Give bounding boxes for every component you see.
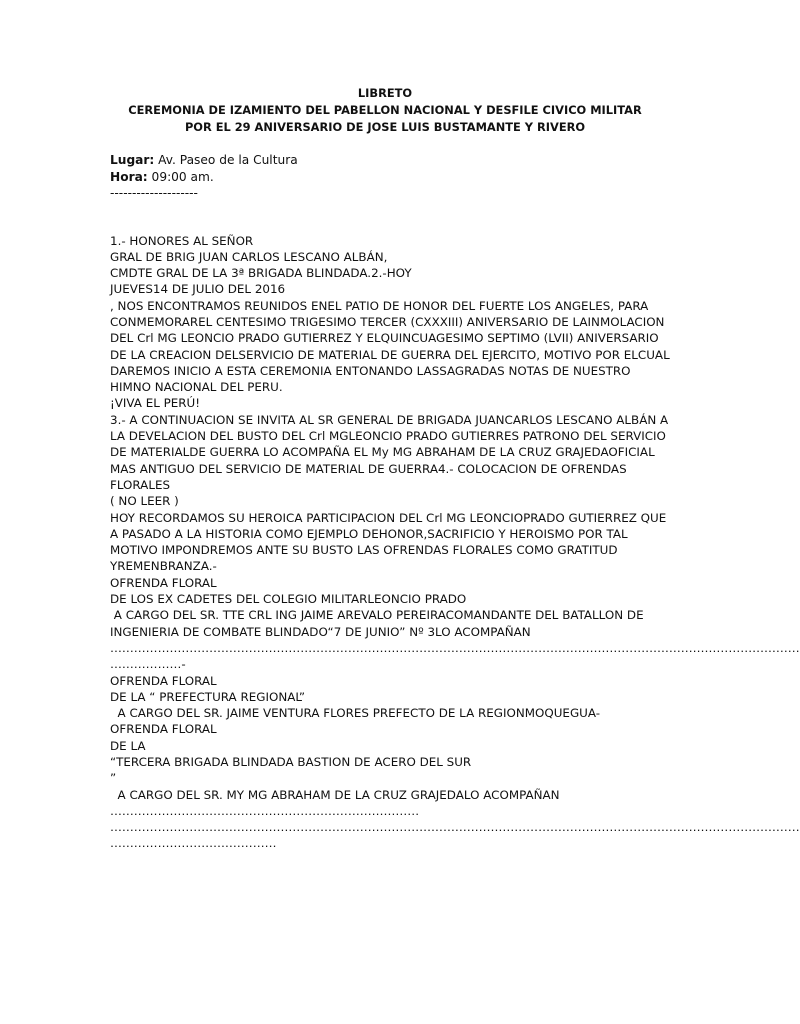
body-line: FLORALES — [110, 477, 170, 492]
body-line: GRAL DE BRIG JUAN CARLOS LESCANO ALBÁN, — [110, 249, 388, 264]
body-line: , NOS ENCONTRAMOS REUNIDOS ENEL PATIO DE HONOR DEL FUERTE LOS ANGELES, PARA — [110, 298, 649, 313]
body-line: …………………………………… — [110, 836, 277, 851]
body-line: ” — [110, 771, 117, 786]
event-details — [110, 152, 660, 202]
body-line: ………………………………………………………………………………………………………………………………………………………… — [110, 820, 800, 835]
body-line: OFRENDA FLORAL — [110, 575, 217, 590]
body-line: HOY RECORDAMOS SU HEROICA PARTICIPACION DEL Crl MG LEONCIOPRADO GUTIERREZ QUE — [110, 510, 667, 525]
ceremony-title: CEREMONIA DE IZAMIENTO DEL PABELLON NACIONAL Y DESFILE CIVICO MILITAR — [128, 103, 642, 117]
body-line: ………………- — [110, 657, 186, 672]
location-value: Av. Paseo de la Cultura — [154, 153, 298, 167]
body-line: INGENIERIA DE COMBATE BLINDADO“7 DE JUNIO” Nº 3LO ACOMPAÑAN — [110, 624, 531, 639]
document-body — [110, 233, 800, 852]
body-line: LA DEVELACION DEL BUSTO DEL Crl MGLEONCIO PRADO GUTIERRES PATRONO DEL SERVICIO — [110, 429, 666, 444]
body-line: 3.- A CONTINUACION SE INVITA AL SR GENERAL DE BRIGADA JUANCARLOS LESCANO ALBÁN A — [110, 412, 669, 427]
body-line: CONMEMORAREL CENTESIMO TRIGESIMO TERCER (CXXXIII) ANIVERSARIO DE LAINMOLACION — [110, 314, 665, 329]
body-line: 1.- HONORES AL SEÑOR — [110, 233, 254, 248]
body-line: CMDTE GRAL DE LA 3ª BRIGADA BLINDADA.2.-HOY — [110, 266, 412, 281]
body-line: A CARGO DEL SR. MY MG ABRAHAM DE LA CRUZ GRAJEDALO ACOMPAÑAN — [110, 787, 560, 802]
body-line: MAS ANTIGUO DEL SERVICIO DE MATERIAL DE GUERRA4.- COLOCACION DE OFRENDAS — [110, 461, 627, 476]
body-line: DE LA “ PREFECTURA REGIONAL” — [110, 689, 306, 704]
body-line: MOTIVO IMPONDREMOS ANTE SU BUSTO LAS OFRENDAS FLORALES COMO GRATITUD — [110, 543, 618, 558]
body-line: A PASADO A LA HISTORIA COMO EJEMPLO DEHONOR,SACRIFICIO Y HEROISMO POR TAL — [110, 526, 628, 541]
document-header — [110, 85, 660, 136]
body-line: DE MATERIALDE GUERRA LO ACOMPAÑA EL My MG ABRAHAM DE LA CRUZ GRAJEDAOFICIAL — [110, 445, 655, 460]
body-line: JUEVES14 DE JULIO DEL 2016 — [110, 282, 286, 297]
body-line: DE LA CREACION DELSERVICIO DE MATERIAL DE GUERRA DEL EJERCITO, MOTIVO POR ELCUAL — [110, 347, 670, 362]
location-line — [110, 152, 660, 169]
body-line: DEL Crl MG LEONCIO PRADO GUTIERREZ Y ELQUINCUAGESIMO SEPTIMO (LVII) ANIVERSARIO — [110, 331, 659, 346]
location-label: Lugar: — [110, 153, 155, 167]
body-line: “TERCERA BRIGADA BLINDADA BASTION DE ACERO DEL SUR — [110, 755, 472, 769]
body-line: OFRENDA FLORAL — [110, 722, 217, 737]
body-line: ¡VIVA EL PERÚ! — [110, 396, 201, 411]
ceremony-subtitle: POR EL 29 ANIVERSARIO DE JOSE LUIS BUSTAMANTE Y RIVERO — [184, 120, 586, 134]
body-line: HIMNO NACIONAL DEL PERU. — [110, 380, 283, 395]
body-line: DE LA — [110, 738, 146, 753]
body-line: DAREMOS INICIO A ESTA CEREMONIA ENTONANDO LASSAGRADAS NOTAS DE NUESTRO — [110, 363, 631, 378]
body-line: DE LOS EX CADETES DEL COLEGIO MILITARLEONCIO PRADO — [110, 592, 467, 607]
body-line: ………………………………………………………………………………………………………………………………………………………… — [110, 640, 800, 655]
body-line: …………………………………………………………………… — [110, 803, 420, 818]
body-line: A CARGO DEL SR. TTE CRL ING JAIME AREVALO PEREIRACOMANDANTE DEL BATALLON DE — [110, 608, 644, 623]
time-value: 09:00 am. — [147, 169, 214, 184]
time-label: Hora: — [110, 169, 148, 184]
separator-line: -------------------- — [110, 186, 198, 200]
body-line: ( NO LEER ) — [110, 494, 179, 509]
body-line: YREMENBRANZA.- — [110, 559, 217, 574]
body-line: A CARGO DEL SR. JAIME VENTURA FLORES PREFECTO DE LA REGIONMOQUEGUA- — [110, 706, 601, 721]
time-line — [110, 169, 660, 186]
document-title: LIBRETO — [357, 86, 413, 100]
body-line: OFRENDA FLORAL — [110, 673, 217, 688]
